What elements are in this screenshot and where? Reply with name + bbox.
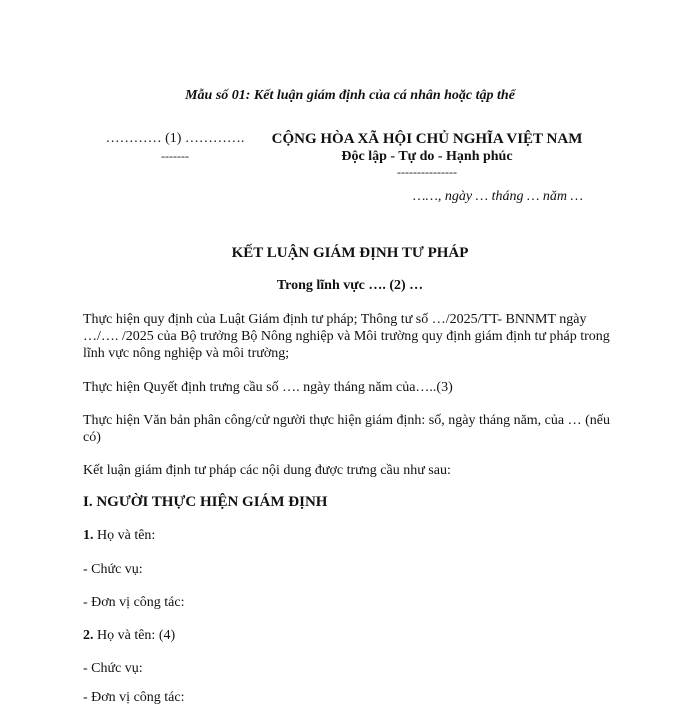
paragraph-decision: Thực hiện Quyết định trưng cầu số …. ngày tháng năm của…..(3) — [83, 380, 453, 395]
person-1-name — [83, 528, 155, 544]
person-1-label: Họ và tên: — [93, 528, 156, 543]
paragraph-assignment: Thực hiện Văn bản phân công/cử người thực hiện giám định: số, ngày tháng năm, của … (nếu có) — [83, 413, 610, 445]
issuer-block — [85, 131, 265, 163]
section-heading-examiner: I. NGƯỜI THỰC HIỆN GIÁM ĐỊNH — [83, 494, 328, 510]
field-line: Trong lĩnh vực …. (2) … — [276, 278, 424, 293]
issuer-placeholder: ………… (1) …………. — [105, 131, 245, 146]
form-title: Mẫu số 01: Kết luận giám định của cá nhân hoặc tập thể — [185, 88, 515, 103]
nation-name: CỘNG HÒA XÃ HỘI CHỦ NGHĨA VIỆT NAM — [271, 131, 583, 147]
paragraph-legal-basis: Thực hiện quy định của Luật Giám định tư pháp; Thông tư số …/2025/TT- BNNMT ngày …/…. /2025 của Bộ trưởng Bộ Nông nghiệp và Môi trường quy định giám định tư pháp trong lĩnh vực nông nghiệp và môi trường; — [83, 312, 610, 361]
person-2-label: Họ và tên: (4) — [93, 628, 176, 643]
person-1-unit: - Đơn vị công tác: — [83, 595, 185, 610]
national-header — [262, 130, 592, 178]
motto-divider: --------------- — [397, 165, 457, 179]
person-2-unit: - Đơn vị công tác: — [83, 690, 185, 705]
person-2-number: 2. — [83, 628, 94, 643]
person-2-position: - Chức vụ: — [83, 661, 143, 676]
person-1-position: - Chức vụ: — [83, 562, 143, 577]
date-line: ……, ngày … tháng … năm … — [413, 189, 583, 204]
person-2-name — [83, 628, 175, 644]
document-title: KẾT LUẬN GIÁM ĐỊNH TƯ PHÁP — [231, 245, 469, 261]
paragraph-conclusion-intro: Kết luận giám định tư pháp các nội dung được trưng cầu như sau: — [83, 463, 451, 478]
person-1-number: 1. — [83, 528, 94, 543]
motto: Độc lập - Tự do - Hạnh phúc — [341, 149, 513, 164]
issuer-divider: ------- — [161, 149, 189, 163]
